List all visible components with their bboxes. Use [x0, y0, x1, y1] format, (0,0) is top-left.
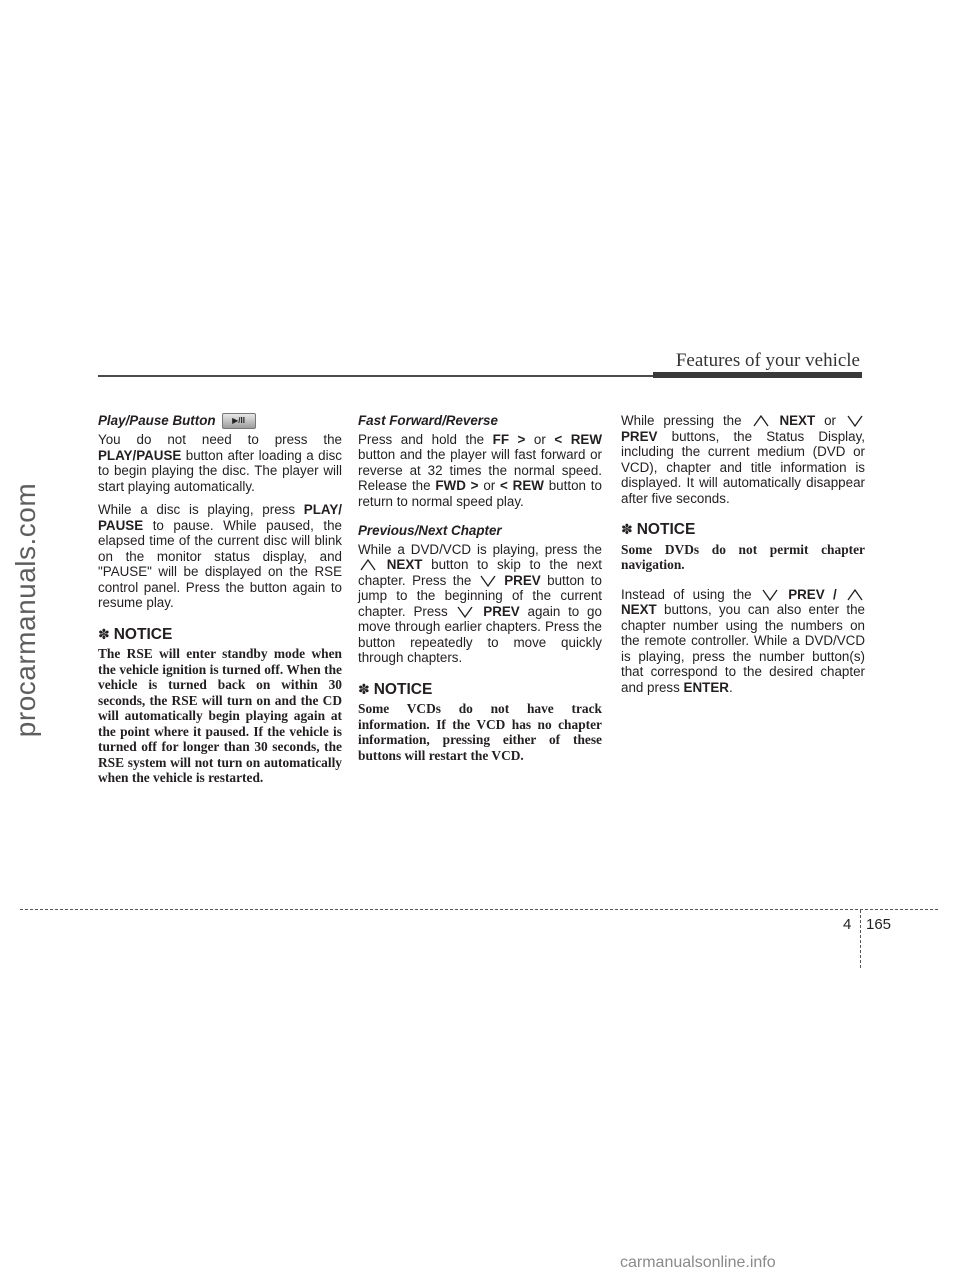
chevron-up-icon [753, 415, 769, 427]
section-title: Features of your vehicle [675, 350, 860, 371]
text: or [824, 413, 837, 428]
notice-heading [98, 627, 342, 643]
chevron-down-icon [762, 589, 778, 601]
rew-label: < REW [554, 431, 602, 447]
chevron-down-icon [457, 606, 473, 618]
chevron-up-icon [847, 589, 863, 601]
text: button after loading a disc to begin playing the disc. The player will start playing automatically. [98, 447, 342, 494]
chapter-heading: Previous/Next Chapter [358, 523, 502, 538]
fwd-label: FWD > [435, 478, 479, 493]
notice-body: Some VCDs do not have track information. If the VCD has no chapter information, pressing either of these buttons will restart the VCD. [358, 701, 602, 763]
notice-body: Some DVDs do not permit chapter navigation. [621, 541, 865, 572]
side-watermark-text: procarmanuals.com [10, 482, 41, 738]
ff-label: FF > [492, 431, 526, 447]
page-number: 165 [866, 916, 892, 933]
notice-asterisk-icon: ✽ [358, 680, 370, 697]
enter-label: ENTER [683, 679, 729, 695]
text: buttons, the Status Display, including the current medium (DVD or VCD), chapter and title information is displayed. It will automatically disappear after five seconds. [621, 428, 865, 506]
column-2 [358, 413, 602, 771]
header-bar [653, 372, 862, 378]
prev-label: PREV / [788, 586, 837, 602]
play-pause-heading-text: Play/Pause Button [98, 413, 216, 429]
notice-heading [358, 682, 602, 698]
chevron-down-icon [847, 415, 863, 427]
prev-label: PREV [504, 572, 541, 588]
notice-asterisk-icon: ✽ [621, 521, 633, 537]
play-pause-paragraph-2 [98, 502, 342, 611]
text: or [483, 478, 496, 493]
text: While a disc is playing, press [98, 502, 296, 517]
prev-label: PREV [621, 428, 658, 444]
text: button to jump to the beginning of the current chapter. Press [358, 572, 602, 619]
footer-divider [860, 910, 861, 968]
notice-label: NOTICE [113, 625, 173, 643]
notice-label: NOTICE [373, 680, 433, 698]
fast-forward-paragraph [358, 432, 602, 510]
notice-asterisk-icon: ✽ [98, 625, 110, 642]
column-3 [621, 413, 865, 703]
text: button and the player will fast forward or reverse at 32 times the normal speed. Release the [358, 447, 602, 493]
next-label: NEXT [621, 602, 657, 617]
chevron-up-icon [360, 559, 376, 571]
text: again to go move through earlier chapters. Press the button repeatedly to move quickly through chapters. [358, 603, 602, 665]
notice-label: NOTICE [636, 521, 696, 538]
rew-label: < REW [500, 478, 544, 493]
chapter-number-paragraph [621, 587, 865, 696]
text: You do not need to press the [98, 432, 342, 447]
side-watermark [4, 320, 48, 900]
text: Press and hold the [358, 431, 485, 447]
prev-label: PREV [483, 603, 520, 619]
notice-body: The RSE will enter standby mode when the vehicle ignition is turned off. When the vehicle is turned back on within 30 seconds, the RSE will turn on and the CD will automatically begin playing again at the point where it paused. If the vehicle is turned off for longer than 30 seconds, the RSE system will not turn on automatically when the vehicle is restarted. [98, 646, 342, 785]
play-pause-label: PLAY/ PAUSE [98, 502, 342, 533]
text: or [533, 431, 546, 447]
text: While a DVD/VCD is playing, press the [358, 541, 602, 557]
play-pause-icon: ▶/II [222, 413, 256, 429]
chapter-paragraph [358, 542, 602, 666]
text: button to return to normal speed play. [358, 478, 602, 509]
chapter-number: 4 [843, 916, 852, 933]
notice-heading [621, 522, 865, 538]
fast-forward-heading: Fast Forward/Reverse [358, 413, 498, 428]
footer-rule [20, 909, 938, 910]
text: buttons, you can also enter the chapter number using the numbers on the remote controller. While a DVD/VCD is playing, press the number button(s) that correspond to the desired chapter and press [621, 602, 865, 695]
text: button to skip to the next chapter. Press the [358, 557, 602, 588]
next-label: NEXT [386, 557, 423, 572]
status-display-paragraph [621, 413, 865, 506]
text: While pressing the [621, 413, 742, 428]
next-label: NEXT [779, 413, 816, 428]
play-pause-paragraph-1 [98, 432, 342, 494]
text: to pause. While paused, the elapsed time of the current disc will blink on the monitor status display, and "PAUSE" will be displayed on the RSE control panel. Press the button again to resume play. [98, 517, 342, 610]
play-pause-label: PLAY/PAUSE [98, 447, 182, 463]
play-pause-heading [98, 413, 342, 429]
column-1 [98, 413, 342, 794]
text: Instead of using the [621, 586, 752, 602]
bottom-watermark: carmanualsonline.info [620, 1254, 776, 1271]
chevron-down-icon [480, 575, 496, 587]
text: . [728, 679, 733, 695]
